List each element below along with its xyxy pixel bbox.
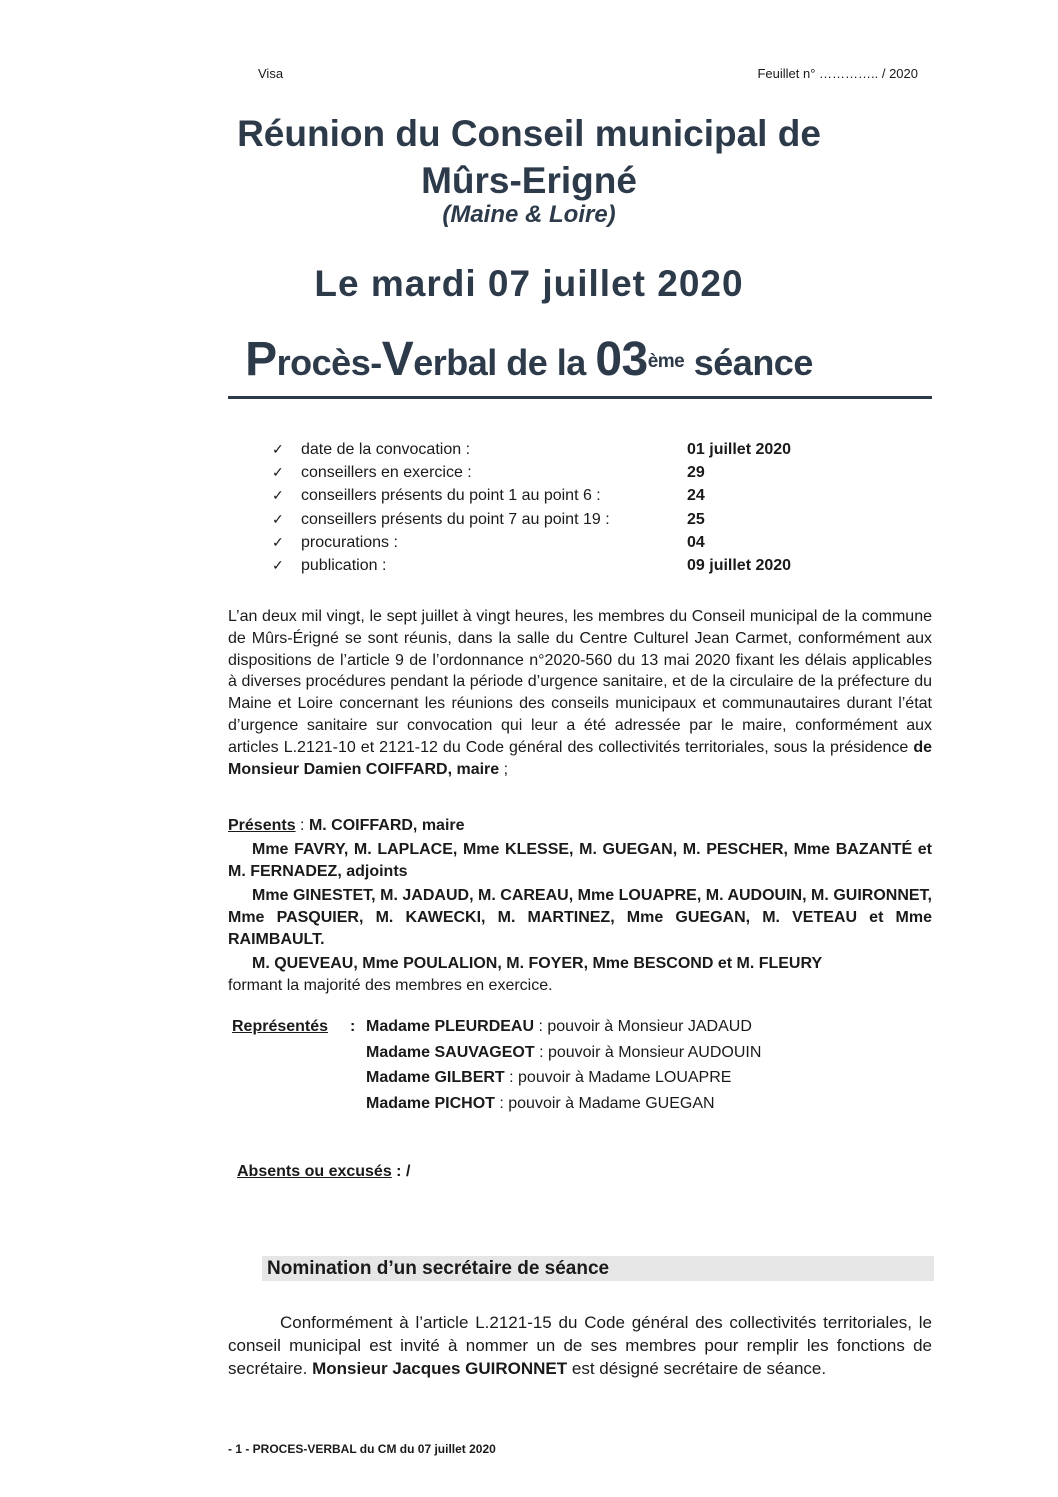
intro-paragraph: [228, 606, 932, 780]
representes-list: [366, 1014, 926, 1116]
info-value: 09 juillet 2020: [687, 556, 792, 574]
intro-president: de Monsieur Damien COIFFARD, maire: [228, 738, 932, 778]
secretary-text-2: est désigné secrétaire de séance.: [567, 1359, 827, 1378]
secretary-text-1: Conformément à l’article L.2121-15 du Code général des collectivités territoriales, le conseil municipal est invité à nommer un de ses membres pour remplir les fonctions de secrétaire.: [228, 1313, 932, 1378]
info-value: 01 juillet 2020: [687, 441, 792, 458]
checkmark-icon: ✓: [272, 464, 284, 481]
info-value: 25: [687, 510, 705, 528]
pv-letter-p: P: [245, 333, 277, 386]
presents-separator: :: [295, 817, 309, 834]
pv-erbal: erbal de la: [413, 342, 596, 383]
presents-maire: M. COIFFARD, maire: [308, 817, 465, 834]
info-row: [272, 531, 932, 554]
info-value: 24: [687, 487, 705, 505]
info-label: conseillers présents du point 1 au point 6 :: [301, 487, 601, 505]
proxy-text: : pouvoir à Monsieur JADAUD: [534, 1018, 752, 1035]
secretary-name: Monsieur Jacques GUIRONNET: [312, 1359, 568, 1378]
proxy-name: Madame PICHOT: [366, 1094, 495, 1112]
title-line-2: Mûrs-Erigné: [421, 160, 637, 201]
info-label: conseillers en exercice :: [301, 464, 472, 482]
visa-label: Visa: [258, 66, 284, 81]
title-region: (Maine & Loire): [442, 201, 616, 228]
presents-conseillers-1: Mme GINESTET, M. JADAUD, M. CAREAU, Mme LOUAPRE, M. AUDOUIN, M. GUIRONNET, Mme PASQUIER, M. KAWECKI, M. MARTINEZ, Mme GUEGAN, M. VETEAU et Mme RAIMBAULT.: [228, 887, 932, 948]
intro-end: ;: [499, 760, 509, 778]
title-line-1: Réunion du Conseil municipal de: [237, 113, 821, 154]
proxy-text: : pouvoir à Monsieur AUDOUIN: [534, 1043, 762, 1061]
info-label: procurations :: [301, 533, 398, 551]
info-row: [272, 484, 932, 507]
checkmark-icon: ✓: [272, 510, 284, 527]
absents-value: : /: [391, 1163, 411, 1180]
presents-conseillers-2: M. QUEVEAU, Mme POULALION, M. FOYER, Mme BESCOND et M. FLEURY: [252, 955, 823, 972]
list-item: [366, 1014, 926, 1040]
representes-label: Représentés: [232, 1018, 329, 1035]
list-item: [366, 1091, 926, 1117]
presents-maire-line: [228, 815, 932, 837]
pv-letter-v: V: [381, 333, 414, 386]
proxy-name: Madame PLEURDEAU: [366, 1018, 535, 1035]
proxy-text: : pouvoir à Madame GUEGAN: [494, 1094, 715, 1112]
proxy-text: : pouvoir à Madame LOUAPRE: [504, 1069, 732, 1086]
pv-session-suffix: ème: [647, 351, 685, 372]
info-value: 29: [687, 464, 705, 482]
presents-majorite: formant la majorité des membres en exercice.: [228, 977, 553, 994]
feuillet-number: Feuillet n° ………….. / 2020: [757, 66, 918, 81]
presents-adjoints: Mme FAVRY, M. LAPLACE, Mme KLESSE, M. GUEGAN, M. PESCHER, Mme BAZANTÉ et M. FERNADEZ, adjoints: [228, 841, 932, 880]
checkmark-icon: ✓: [272, 533, 284, 550]
page-footer: - 1 - PROCES-VERBAL du CM du 07 juillet 2020: [228, 1442, 496, 1456]
info-row: [272, 461, 932, 484]
info-value: 04: [687, 533, 705, 551]
representes-colon: :: [350, 1018, 356, 1035]
info-row: [272, 438, 932, 461]
intro-text: L’an deux mil vingt, le sept juillet à vingt heures, les membres du Conseil municipal de la commune de Mûrs-Érigné se sont réunis, dans la salle du Centre Culturel Jean Carmet, conformément aux dispositions de l’article 9 de l’ordonnance n°2020-560 du 13 mai 2020 fixant les délais applicables à diverses procédures pendant la période d’urgence sanitaire, et de la circulaire de la préfecture du Maine et Loire concernant les réunions des conseils municipaux et communautaires durant l’état d’urgence sanitaire sur convocation qui leur a été adressée par le maire, conformément aux articles L.2121-10 et 2121-12 du Code général des collectivités territoriales, sous la présidence: [228, 608, 932, 756]
info-row: [272, 554, 932, 577]
pv-session-number: 03: [595, 333, 648, 386]
absents-label: Absents ou excusés: [237, 1163, 392, 1180]
proxy-name: Madame GILBERT: [366, 1069, 505, 1086]
pv-heading: [0, 332, 1058, 391]
title-divider: [228, 396, 932, 399]
meeting-date: Le mardi 07 juillet 2020: [314, 263, 744, 304]
secretary-paragraph: [228, 1311, 932, 1380]
checkmark-icon: ✓: [272, 487, 284, 504]
info-row: [272, 508, 932, 531]
checkmark-icon: ✓: [272, 556, 284, 573]
presents-label: Présents: [228, 817, 296, 834]
section-heading: Nomination d’un secrétaire de séance: [262, 1256, 934, 1281]
pv-roces: rocès-: [276, 342, 382, 383]
info-label: conseillers présents du point 7 au point 19 :: [301, 510, 610, 528]
info-label: date de la convocation :: [301, 441, 471, 458]
presents-block: [228, 815, 932, 997]
pv-seance: séance: [684, 342, 813, 383]
proxy-name: Madame SAUVAGEOT: [366, 1043, 535, 1061]
absents-line: [237, 1163, 410, 1181]
list-item: [366, 1065, 926, 1091]
info-label: publication :: [301, 556, 387, 574]
checkmark-icon: ✓: [272, 441, 284, 457]
info-list: [272, 438, 932, 577]
list-item: [366, 1040, 926, 1066]
